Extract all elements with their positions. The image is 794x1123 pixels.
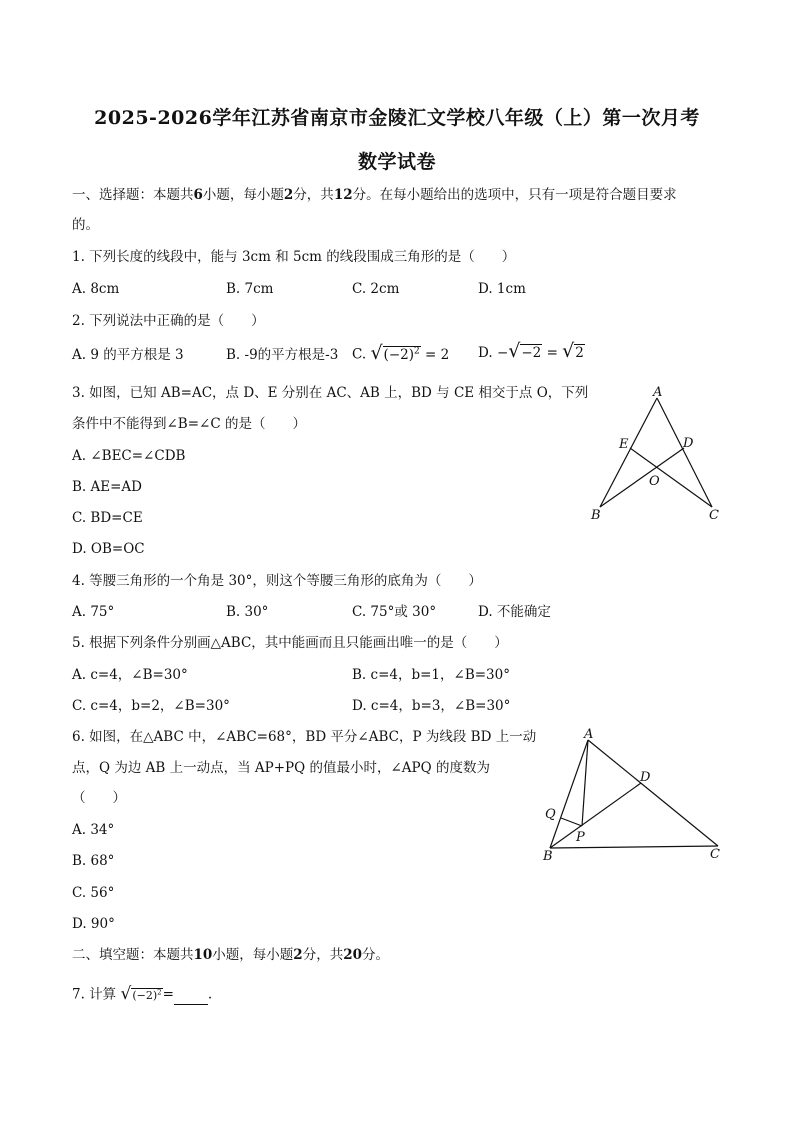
q5-option-d: D. c=4，b=3，∠B=30° [352,698,511,714]
section1-heading-line2: 的。 [72,217,99,233]
q2-option-c-exponent: 2 [413,346,420,356]
q6-label-a: A [584,727,594,742]
section1-count: 6 [193,187,203,203]
q7-stem [72,983,212,1005]
q4-option-b: B. 30° [226,604,269,620]
q2-option-c-radicand: (−2) [383,346,414,363]
q6-option-d: D. 90° [72,916,115,932]
q3-stem-line2: 条件中不能得到∠B=∠C 的是（ ） [72,416,306,432]
section2-points: 2 [293,947,303,963]
q3-option-c: C. BD=CE [72,510,143,526]
section1-points: 2 [283,187,294,203]
q7-answer-blank[interactable] [174,990,208,1005]
q5-option-c: C. c=4，b=2，∠B=30° [72,698,230,714]
q7-end: . [207,986,213,1003]
section1-total: 12 [333,187,353,203]
section2-count: 10 [193,947,213,963]
q2-stem: 2. 下列说法中正确的是（ ） [72,313,265,329]
q6-label-p: P [576,830,585,845]
q6-option-b: B. 68° [72,853,115,869]
q4-option-c: C. 75°或 30° [352,604,437,620]
section2-text-c: 分，共 [302,947,344,963]
q7-radicand: (−2) [132,988,158,1002]
q3-label-c: C [709,508,719,523]
q7-prefix: 7. 计算 [72,986,117,1003]
q2-option-d-eq: = [546,345,558,361]
q3-figure [582,382,732,527]
section1-text-d: 分。在每小题给出的选项中，只有一项是符合题目要求 [352,187,677,203]
q6-figure [538,726,733,866]
q5-option-a: A. c=4，∠B=30° [72,667,188,683]
section1-text-b: 小题，每小题 [202,187,284,203]
q1-option-d: D. 1cm [478,281,526,297]
q2-option-c [352,342,449,364]
q2-option-d-label: D. [478,345,493,361]
q6-label-b: B [543,849,553,864]
q6-label-q: Q [545,807,556,822]
q5-stem: 5. 根据下列条件分别画△ABC，其中能画而且只能画出唯一的是（ ） [72,635,508,651]
q2-option-c-label: C. [352,346,367,363]
q4-stem: 4. 等腰三角形的一个角是 30°，则这个等腰三角形的底角为（ ） [72,573,482,589]
q2-option-d [478,342,585,362]
q1-option-c: C. 2cm [352,281,400,297]
q2-option-c-rhs: = 2 [425,346,450,363]
q6-segment-ac [588,740,718,846]
q3-label-e: E [619,437,629,452]
q6-stem-line2: 点，Q 为边 AB 上一动点，当 AP+PQ 的值最小时，∠APQ 的度数为 [72,760,490,776]
section1-text-c: 分，共 [293,187,334,203]
q6-segment-pq [561,818,582,826]
q6-label-d: D [640,770,651,785]
q3-figure-lines [600,398,712,507]
q2-option-c-math: $√(-2)^2 = 2$ [370,341,450,364]
q6-option-a: A. 34° [72,822,115,838]
q6-stem-line3: （ ） [72,790,126,806]
q3-segment-ab [600,398,657,507]
q7-equals: = [162,986,174,1003]
section2-total: 20 [343,947,362,963]
q3-option-d: D. OB=OC [72,541,145,557]
q4-option-a: A. 75° [72,604,115,620]
exam-title-line2: 数学试卷 [357,151,436,173]
q6-label-c: C [710,847,720,862]
q2-option-d-math: −√−2 = √2 [496,340,584,362]
q2-option-d-minus: − [496,345,509,361]
q3-option-a: A. ∠BEC=∠CDB [72,448,186,464]
q3-stem-line1: 3. 如图，已知 AB=AC，点 D、E 分别在 AC、AB 上，BD 与 CE 相交于点 O，下列 [72,385,589,401]
q1-stem: 1. 下列长度的线段中，能与 3cm 和 5cm 的线段围成三角形的是（ ） [72,249,516,265]
q3-option-b: B. AE=AD [72,479,142,495]
section2-text-b: 小题，每小题 [212,947,294,963]
exam-title-line1: 2025-2026学年江苏省南京市金陵汇文学校八年级（上）第一次月考 [94,107,700,129]
q7-math: $√(-2)^2$ [120,983,162,1004]
q2-option-d-rhs: 2 [575,345,584,361]
q3-label-a: A [653,385,663,400]
section2-text-a: 二、填空题：本题共 [72,947,194,963]
q3-label-b: B [591,508,601,523]
q1-option-b: B. 7cm [226,281,274,297]
q6-segment-bd [550,783,641,848]
q3-segment-ac [657,398,712,507]
q2-option-d-radicand: −2 [521,345,542,361]
q6-option-c: C. 56° [72,885,115,901]
section1-text-a: 一、选择题：本题共 [72,187,194,203]
section2-heading [72,946,389,964]
q2-option-a: A. 9 的平方根是 3 [72,347,184,363]
q6-segment-bc [550,846,718,848]
q4-option-d: D. 不能确定 [478,604,551,620]
q3-label-d: D [683,436,694,451]
section1-heading [72,186,677,204]
q7-exponent: 2 [157,988,162,996]
section2-text-d: 分。 [362,947,389,963]
q6-stem-line1: 6. 如图，在△ABC 中，∠ABC=68°，BD 平分∠ABC，P 为线段 BD 上一动 [72,729,537,745]
q5-option-b: B. c=4，b=1，∠B=30° [352,667,510,683]
q2-option-b: B. -9的平方根是-3 [226,347,339,363]
q3-label-o: O [649,474,660,489]
q1-option-a: A. 8cm [72,281,120,297]
